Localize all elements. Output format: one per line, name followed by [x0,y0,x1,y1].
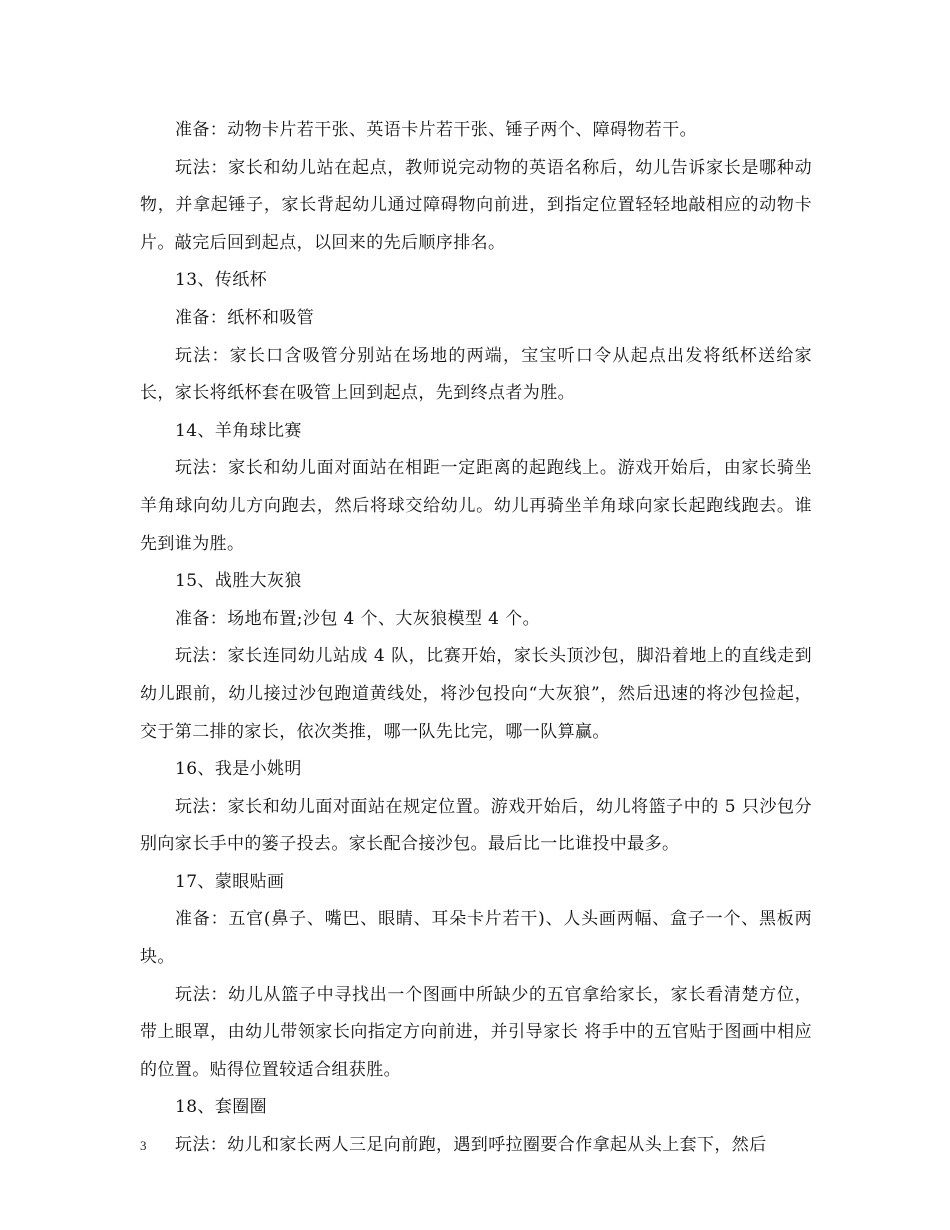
section-heading-17: 17、蒙眼贴画 [175,871,285,892]
paragraph-play-wolf: 玩法：家长连同幼儿站成 4 队，比赛开始，家长头顶沙包，脚沿着地上的直线走到幼儿跟前，幼儿接过沙包跑道黄线处，将沙包投向“大灰狼”，然后迅速的将沙包捡起，交于第二排的家长，依次类推，哪一队先比完，哪一队算赢。 [140,646,812,742]
paragraph-prep-animal-cards: 准备：动物卡片若干张、英语卡片若干张、锤子两个、障碍物若干。 [175,120,697,140]
paragraph-play-blindfold: 玩法：幼儿从篮子中寻找出一个图画中所缺少的五官拿给家长，家长看清楚方位，带上眼罩，由幼儿带领家长向指定方向前进，并引导家长 将手中的五官贴于图画中相应的位置。贴得位置较适合组获胜。 [140,984,812,1080]
paragraph-play-animal-cards: 玩法：家长和幼儿站在起点，教师说完动物的英语名称后，幼儿告诉家长是哪种动物，并拿起锤子，家长背起幼儿通过障碍物向前进，到指定位置轻轻地敲相应的动物卡片。敲完后回到起点，以回来的先后顺序排名。 [140,157,812,253]
paragraph-prep-blindfold: 准备：五官(鼻子、嘴巴、眼睛、耳朵卡片若干)、人头画两幅、盒子一个、黑板两块。 [140,909,812,968]
paragraph-play-yao-ming: 玩法：家长和幼儿面对面站在规定位置。游戏开始后，幼儿将篮子中的 5 只沙包分别向家长手中的篓子投去。家长配合接沙包。最后比一比谁投中最多。 [140,796,812,855]
section-heading-16: 16、我是小姚明 [175,759,302,780]
paragraph-prep-paper-cup: 准备：纸杯和吸管 [175,307,315,328]
paragraph-play-hoops: 玩法：幼儿和家长两人三足向前跑，遇到呼拉圈要合作拿起从头上套下，然后 [175,1135,767,1156]
paragraph-play-horn-ball: 玩法：家长和幼儿面对面站在相距一定距离的起跑线上。游戏开始后，由家长骑坐羊角球向幼儿方向跑去，然后将球交给幼儿。幼儿再骑坐羊角球向家长起跑线跑去。谁先到谁为胜。 [140,458,812,554]
paragraph-prep-wolf: 准备：场地布置;沙包 4 个、大灰狼模型 4 个。 [175,608,540,629]
section-heading-15: 15、战胜大灰狼 [175,571,302,592]
section-heading-18: 18、套圈圈 [175,1097,268,1118]
paragraph-play-paper-cup: 玩法：家长口含吸管分别站在场地的两端，宝宝听口令从起点出发将纸杯送给家长，家长将纸杯套在吸管上回到起点，先到终点者为胜。 [140,345,812,404]
section-heading-13: 13、传纸杯 [175,270,268,291]
document-body [140,112,812,1165]
section-heading-14: 14、羊角球比赛 [175,420,302,441]
page-number: 3 [140,1138,147,1153]
